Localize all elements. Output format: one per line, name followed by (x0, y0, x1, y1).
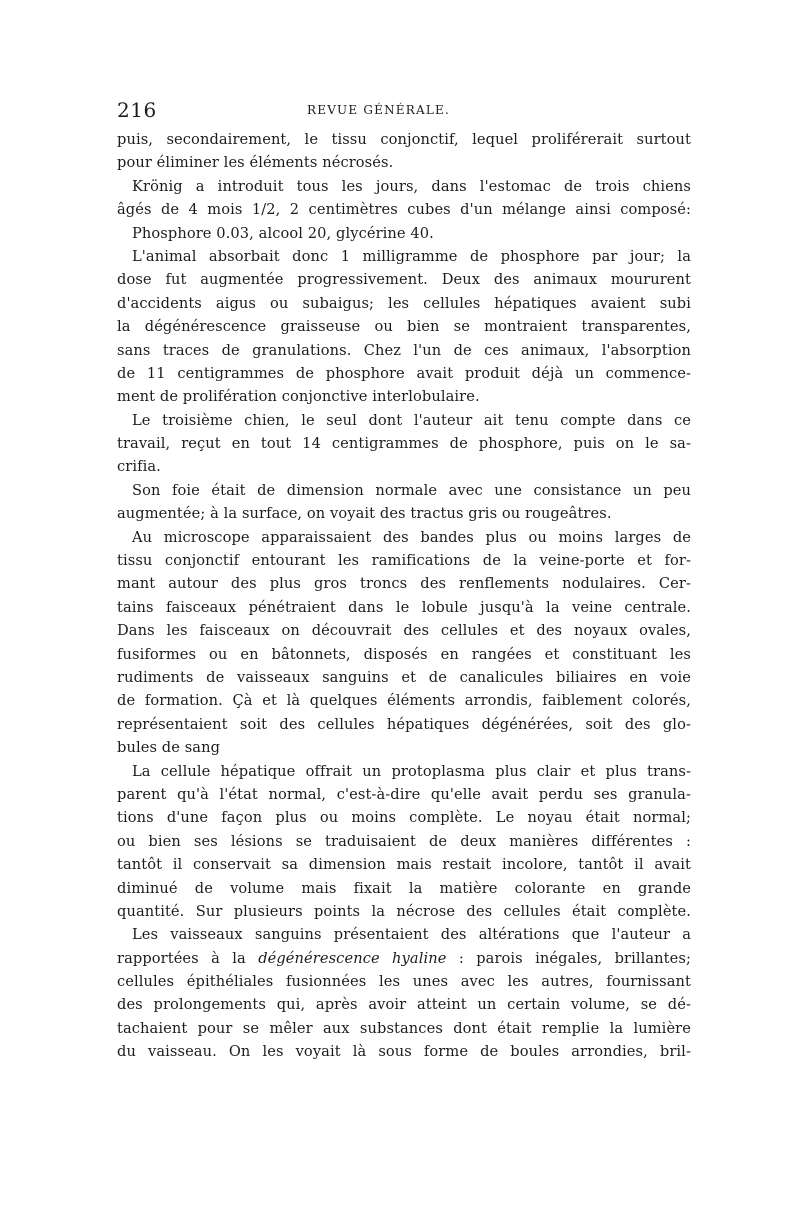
text-line: âgés de 4 mois 1/2, 2 centimètres cubes d'un mélange ainsi composé: (117, 201, 691, 219)
text-line: tantôt il conservait sa dimension mais restait incolore, tantôt il avait (117, 856, 691, 874)
paragraph-start-line: Les vaisseaux sanguins présentaient des altérations que l'auteur a (132, 926, 691, 944)
text-line: ou bien ses lésions se traduisaient de deux manières différentes : (117, 832, 691, 850)
text-line: tissu conjonctif entourant les ramifications de la veine-porte et for- (117, 552, 691, 570)
body-text (117, 128, 691, 1064)
text-line: diminué de volume mais fixait la matière colorante en grande (117, 879, 691, 897)
running-title: REVUE GÉNÉRALE. (307, 103, 450, 117)
text-line: tions d'une façon plus ou moins complète. Le noyau était normal; (117, 809, 691, 827)
text-line: tains faisceaux pénétraient dans le lobule jusqu'à la veine centrale. (117, 598, 691, 616)
page-header (117, 98, 691, 122)
text-line: crifia. (117, 458, 161, 476)
paragraph-start-line: Krönig a introduit tous les jours, dans l'estomac de trois chiens (132, 177, 691, 195)
text-line: rudiments de vaisseaux sanguins et de canalicules biliaires en voie (117, 668, 691, 686)
text-line: sans traces de granulations. Chez l'un de ces animaux, l'absorption (117, 341, 691, 359)
paragraph-start-line: Au microscope apparaissaient des bandes plus ou moins larges de (132, 528, 691, 546)
text-line: pour éliminer les éléments nécrosés. (117, 154, 394, 172)
text-line: mant autour des plus gros troncs des renflements nodulaires. Cer- (117, 575, 691, 593)
text-line: d'accidents aigus ou subaigus; les cellules hépatiques avaient subi (117, 294, 691, 312)
paragraph-start-line: Son foie était de dimension normale avec une consistance un peu (132, 481, 691, 499)
text-line: de formation. Çà et là quelques éléments arrondis, faiblement colorés, (117, 692, 691, 710)
paragraph-start-line: L'animal absorbait donc 1 milligramme de phosphore par jour; la (132, 247, 691, 265)
text-line: la dégénérescence graisseuse ou bien se montraient transparentes, (117, 318, 691, 336)
text-line: parent qu'à l'état normal, c'est-à-dire qu'elle avait perdu ses granula- (117, 785, 691, 803)
text-line: bules de sang (117, 739, 221, 757)
text-line: Dans les faisceaux on découvrait des cellules et des noyaux ovales, (117, 622, 691, 640)
text-line: représentaient soit des cellules hépatiques dégénérées, soit des glo- (117, 715, 691, 733)
paragraph-start-line: La cellule hépatique offrait un protoplasma plus clair et plus trans- (132, 762, 691, 780)
text-line: ment de prolifération conjonctive interlobulaire. (117, 388, 480, 406)
text-line: travail, reçut en tout 14 centigrammes de phosphore, puis on le sa- (117, 435, 691, 453)
text-line: quantité. Sur plusieurs points la nécrose des cellules était complète. (117, 902, 691, 920)
text-line: de 11 centigrammes de phosphore avait produit déjà un commence- (117, 364, 691, 382)
page-number: 216 (117, 98, 157, 122)
text-line: des prolongements qui, après avoir atteint un certain volume, se dé- (117, 996, 691, 1014)
italic-term: dégénérescence hyaline (258, 949, 447, 967)
text-line-with-italic: rapportées à la dégénérescence hyaline : parois inégales, brillantes; (117, 949, 691, 967)
text-line: du vaisseau. On les voyait là sous forme de boules arrondies, bril- (117, 1043, 691, 1061)
paragraph-start-line: Le troisième chien, le seul dont l'auteur ait tenu compte dans ce (132, 411, 691, 429)
text-line: dose fut augmentée progressivement. Deux des animaux moururent (117, 271, 691, 289)
text-line: augmentée; à la surface, on voyait des tractus gris ou rougeâtres. (117, 505, 612, 523)
text-line: cellules épithéliales fusionnées les unes avec les autres, fournissant (117, 973, 691, 991)
text-line: fusiformes ou en bâtonnets, disposés en rangées et constituant les (117, 645, 691, 663)
text-line: tachaient pour se mêler aux substances dont était remplie la lumière (117, 1019, 691, 1037)
formula-line: Phosphore 0.03, alcool 20, glycérine 40. (132, 224, 434, 242)
text-line: puis, secondairement, le tissu conjonctif, lequel proliférerait surtout (117, 131, 691, 148)
